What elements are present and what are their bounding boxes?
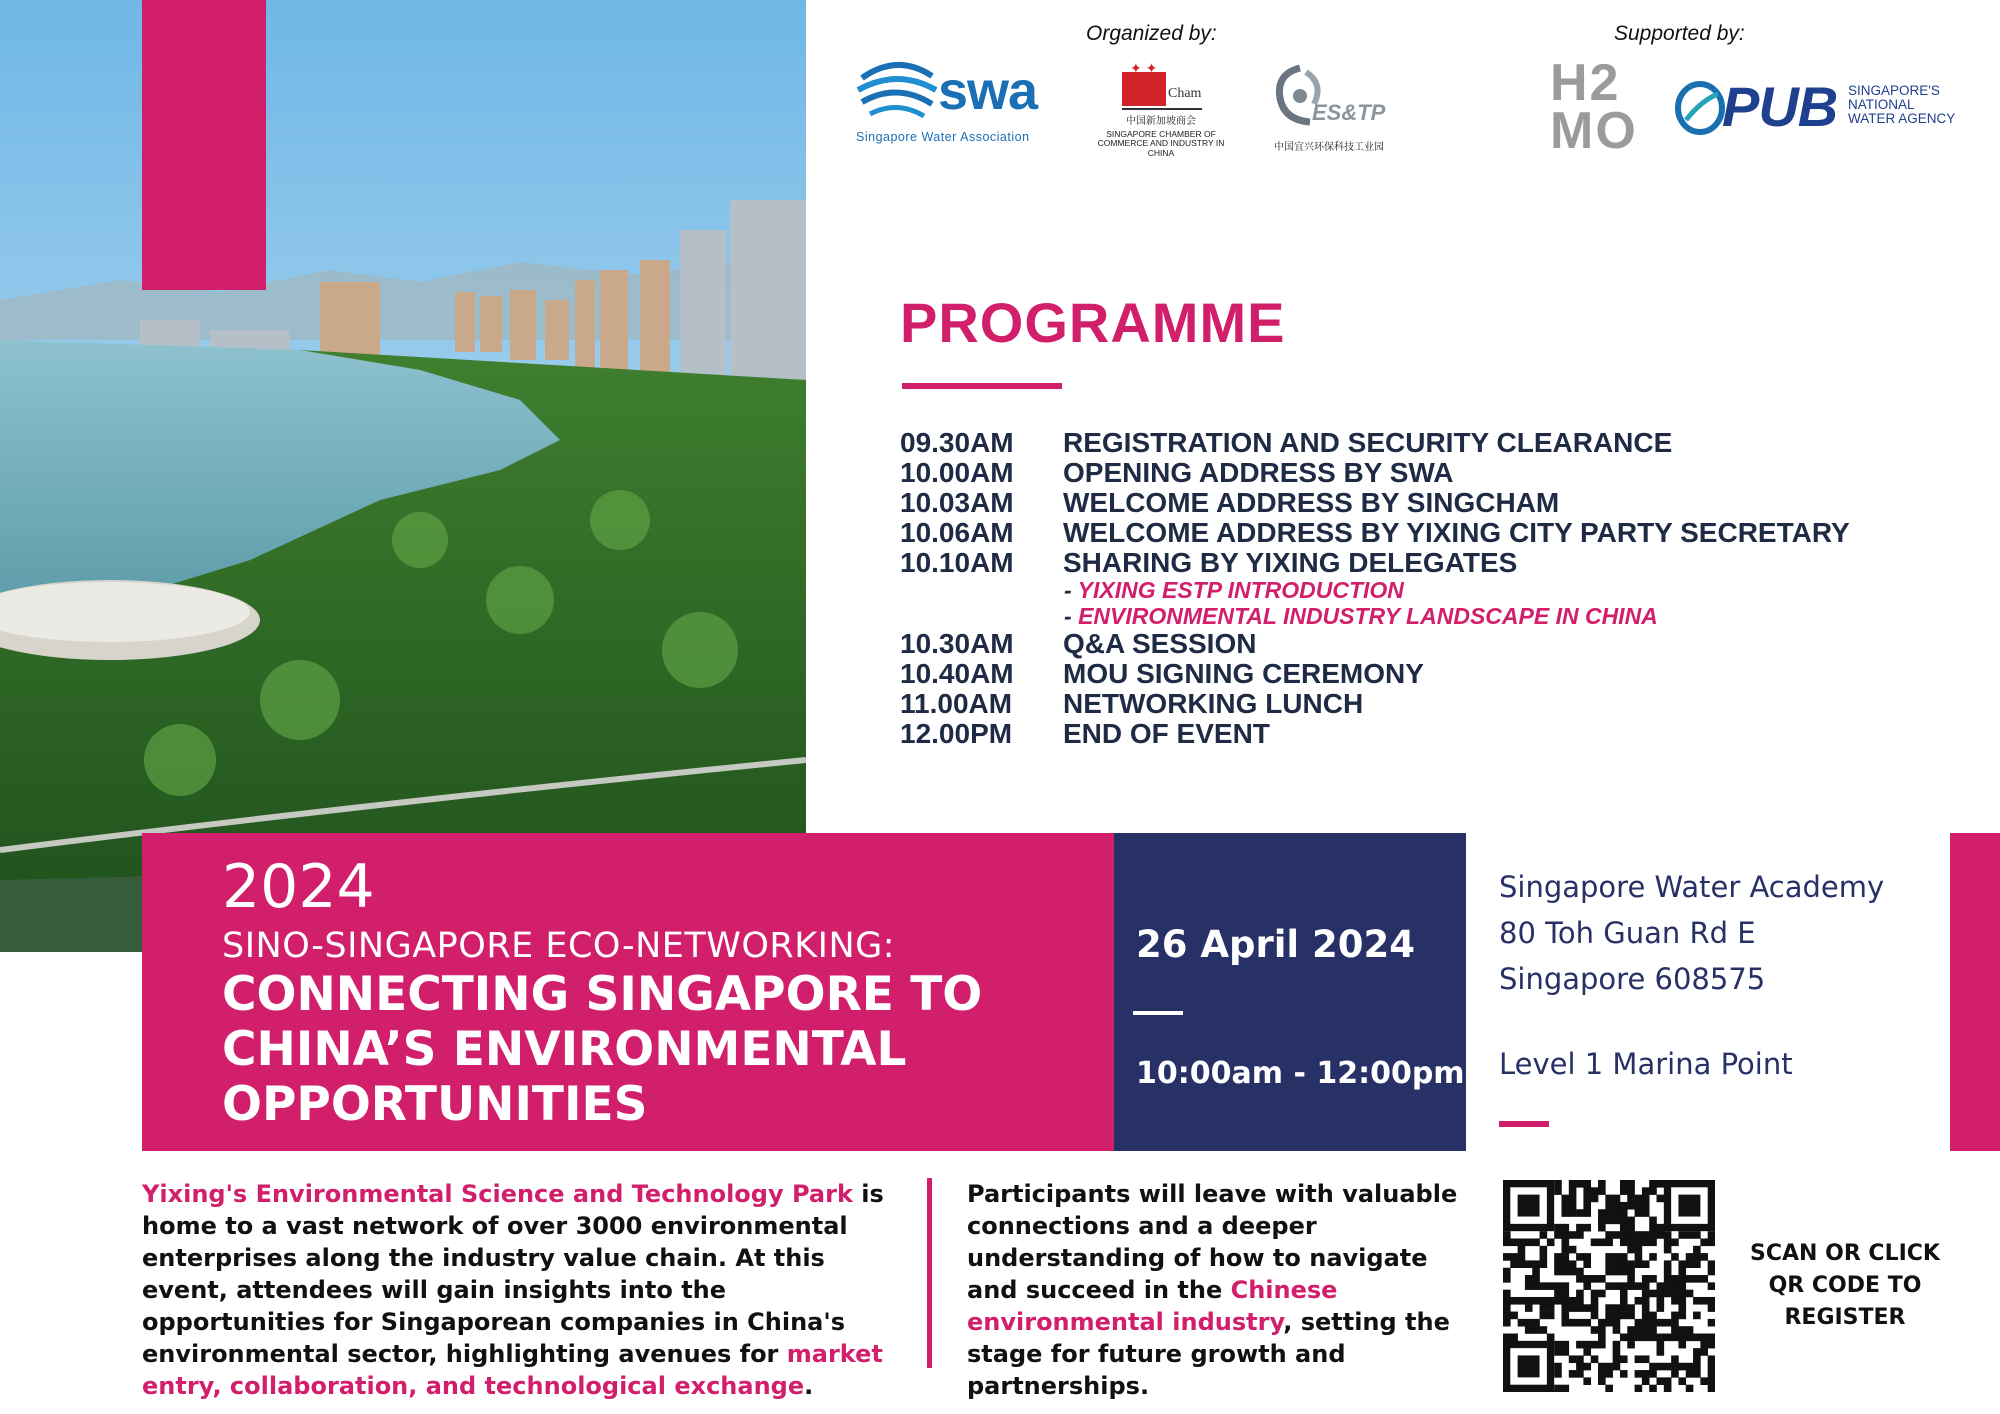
- schedule-row: [900, 659, 1960, 689]
- description-left: [142, 1178, 914, 1402]
- schedule-item: END OF EVENT: [1063, 718, 1270, 749]
- schedule-row: [900, 488, 1960, 518]
- register-qr-code[interactable]: [1503, 1180, 1715, 1392]
- swa-mark: swa: [938, 61, 1038, 121]
- h2mo-bottom: MO: [1550, 102, 1638, 160]
- schedule-time: 11.00AM: [900, 688, 1013, 719]
- city-lake-illustration: [0, 0, 806, 952]
- singcham-cn: 中国新加坡商会: [1126, 116, 1196, 127]
- venue-address: [1499, 864, 1884, 1002]
- schedule-item: REGISTRATION AND SECURITY CLEARANCE: [1063, 427, 1673, 458]
- programme-title: PROGRAMME: [900, 291, 1286, 354]
- city-lake-photo: [0, 0, 806, 952]
- date-divider: [1133, 1011, 1183, 1015]
- event-title-line: OPPORTUNITIES: [222, 1077, 648, 1132]
- venue-line: Singapore 608575: [1499, 962, 1766, 996]
- programme-underline: [902, 383, 1062, 389]
- event-time: 10:00am - 12:00pm: [1136, 1056, 1465, 1091]
- h2mo-logo: [1550, 54, 1642, 160]
- pub-mark: PUB: [1722, 75, 1838, 138]
- pub-tagline-line2: NATIONAL: [1848, 97, 1915, 112]
- schedule-time: 09.30AM: [900, 427, 1014, 458]
- event-year: 2024: [222, 852, 375, 922]
- pub-logo: [1672, 75, 1962, 148]
- singcham-brand: Cham: [1168, 86, 1202, 101]
- event-date: 26 April 2024: [1136, 923, 1415, 966]
- estp-caption: 中国宜兴环保科技工业园: [1274, 142, 1384, 153]
- schedule-row: [900, 629, 1960, 659]
- swa-wave-icon: [852, 58, 942, 124]
- event-subtitle: SINO-SINGAPORE ECO-NETWORKING:: [222, 926, 896, 966]
- schedule-row: [900, 428, 1960, 458]
- pub-swirl-icon: [1672, 80, 1728, 136]
- description-text: is home to a vast network of over 3000 environmental enterprises along the industry value chain. At this event, attendees will gain insights into the opportunities for Singaporean companies in China's environmental sector, highlighting avenues for: [142, 1180, 884, 1368]
- schedule-time: 10.03AM: [900, 487, 1014, 518]
- pink-accent-bar-right: [1950, 833, 2000, 1151]
- schedule-time: 10.10AM: [900, 547, 1014, 578]
- venue-level: Level 1 Marina Point: [1499, 1047, 1793, 1081]
- event-main-title: [222, 967, 1102, 1132]
- schedule-item: WELCOME ADDRESS BY YIXING CITY PARTY SECRETARY: [1063, 517, 1850, 548]
- venue-divider: [1499, 1121, 1549, 1127]
- register-label-line: REGISTER: [1784, 1305, 1906, 1330]
- schedule-item: OPENING ADDRESS BY SWA: [1063, 457, 1454, 488]
- supported-by-label: Supported by:: [1614, 22, 1745, 45]
- pink-accent-bar: [142, 0, 266, 290]
- schedule-time: 10.30AM: [900, 628, 1014, 659]
- qr-code-icon[interactable]: [1503, 1180, 1715, 1392]
- schedule-time: 10.40AM: [900, 658, 1014, 689]
- schedule-sub-item: - ENVIRONMENTAL INDUSTRY LANDSCAPE IN CHINA: [1064, 602, 1658, 629]
- programme-schedule: [900, 428, 1960, 749]
- schedule-row: [900, 719, 1960, 749]
- h2mo-top: H2: [1550, 54, 1621, 112]
- register-label-line: QR CODE TO: [1768, 1273, 1922, 1298]
- pub-tagline-line3: WATER AGENCY: [1848, 111, 1956, 126]
- schedule-sub-item: - YIXING ESTP INTRODUCTION: [1064, 577, 1404, 603]
- organized-by-label: Organized by:: [1086, 22, 1217, 45]
- column-divider: [927, 1178, 932, 1368]
- description-highlight: market entry, collaboration, and technological exchange: [142, 1340, 883, 1400]
- schedule-time: 10.00AM: [900, 457, 1014, 488]
- pub-tagline: [1848, 84, 1955, 126]
- schedule-time: 12.00PM: [900, 718, 1013, 749]
- singcham-logo: [1086, 60, 1236, 160]
- estp-logo: [1264, 64, 1394, 160]
- schedule-row: [900, 458, 1960, 488]
- schedule-row: [900, 548, 1960, 578]
- singcham-rule: [1122, 108, 1202, 110]
- schedule-item: SHARING BY YIXING DELEGATES: [1063, 547, 1518, 578]
- description-highlight: Yixing's Environmental Science and Technology Park: [142, 1180, 853, 1208]
- register-label: [1745, 1238, 1945, 1334]
- schedule-time: 10.06AM: [900, 517, 1014, 548]
- singcham-red-mark: [1122, 72, 1166, 106]
- event-title-line: CHINA’S ENVIRONMENTAL: [222, 1022, 907, 1077]
- pub-tagline-line1: SINGAPORE'S: [1848, 83, 1940, 98]
- schedule-sub-text: YIXING ESTP INTRODUCTION: [1077, 577, 1404, 603]
- swa-logo: [850, 58, 1060, 148]
- register-label-line: SCAN OR CLICK: [1750, 1241, 1940, 1266]
- description-highlight: Chinese environmental industry: [967, 1276, 1338, 1336]
- schedule-item: Q&A SESSION: [1063, 628, 1257, 659]
- schedule-row: [900, 689, 1960, 719]
- schedule-item: NETWORKING LUNCH: [1063, 688, 1364, 719]
- event-date-band: [1114, 833, 1466, 1151]
- venue-line: Singapore Water Academy: [1499, 870, 1885, 904]
- singcham-caption: SINGAPORE CHAMBER OF COMMERCE AND INDUSTRY IN CHINA: [1097, 129, 1225, 158]
- schedule-item: MOU SIGNING CEREMONY: [1063, 658, 1424, 689]
- description-text: .: [804, 1372, 814, 1400]
- event-title-line: CONNECTING SINGAPORE TO: [222, 967, 983, 1022]
- venue-line: 80 Toh Guan Rd E: [1499, 916, 1756, 950]
- star-icon: ✦ ✦: [1130, 60, 1158, 76]
- estp-mark: ES&TP: [1312, 100, 1386, 125]
- schedule-sub-text: ENVIRONMENTAL INDUSTRY LANDSCAPE IN CHINA: [1078, 602, 1658, 629]
- schedule-row: [900, 518, 1960, 548]
- swa-caption: Singapore Water Association: [856, 130, 1030, 144]
- description-text: Participants will leave with valuable connections and a deeper understanding of how to navigate and succeed in the: [967, 1180, 1458, 1304]
- description-text: , setting the stage for future growth and partnerships.: [967, 1308, 1450, 1400]
- schedule-item: WELCOME ADDRESS BY SINGCHAM: [1063, 487, 1560, 518]
- description-right: [967, 1178, 1467, 1402]
